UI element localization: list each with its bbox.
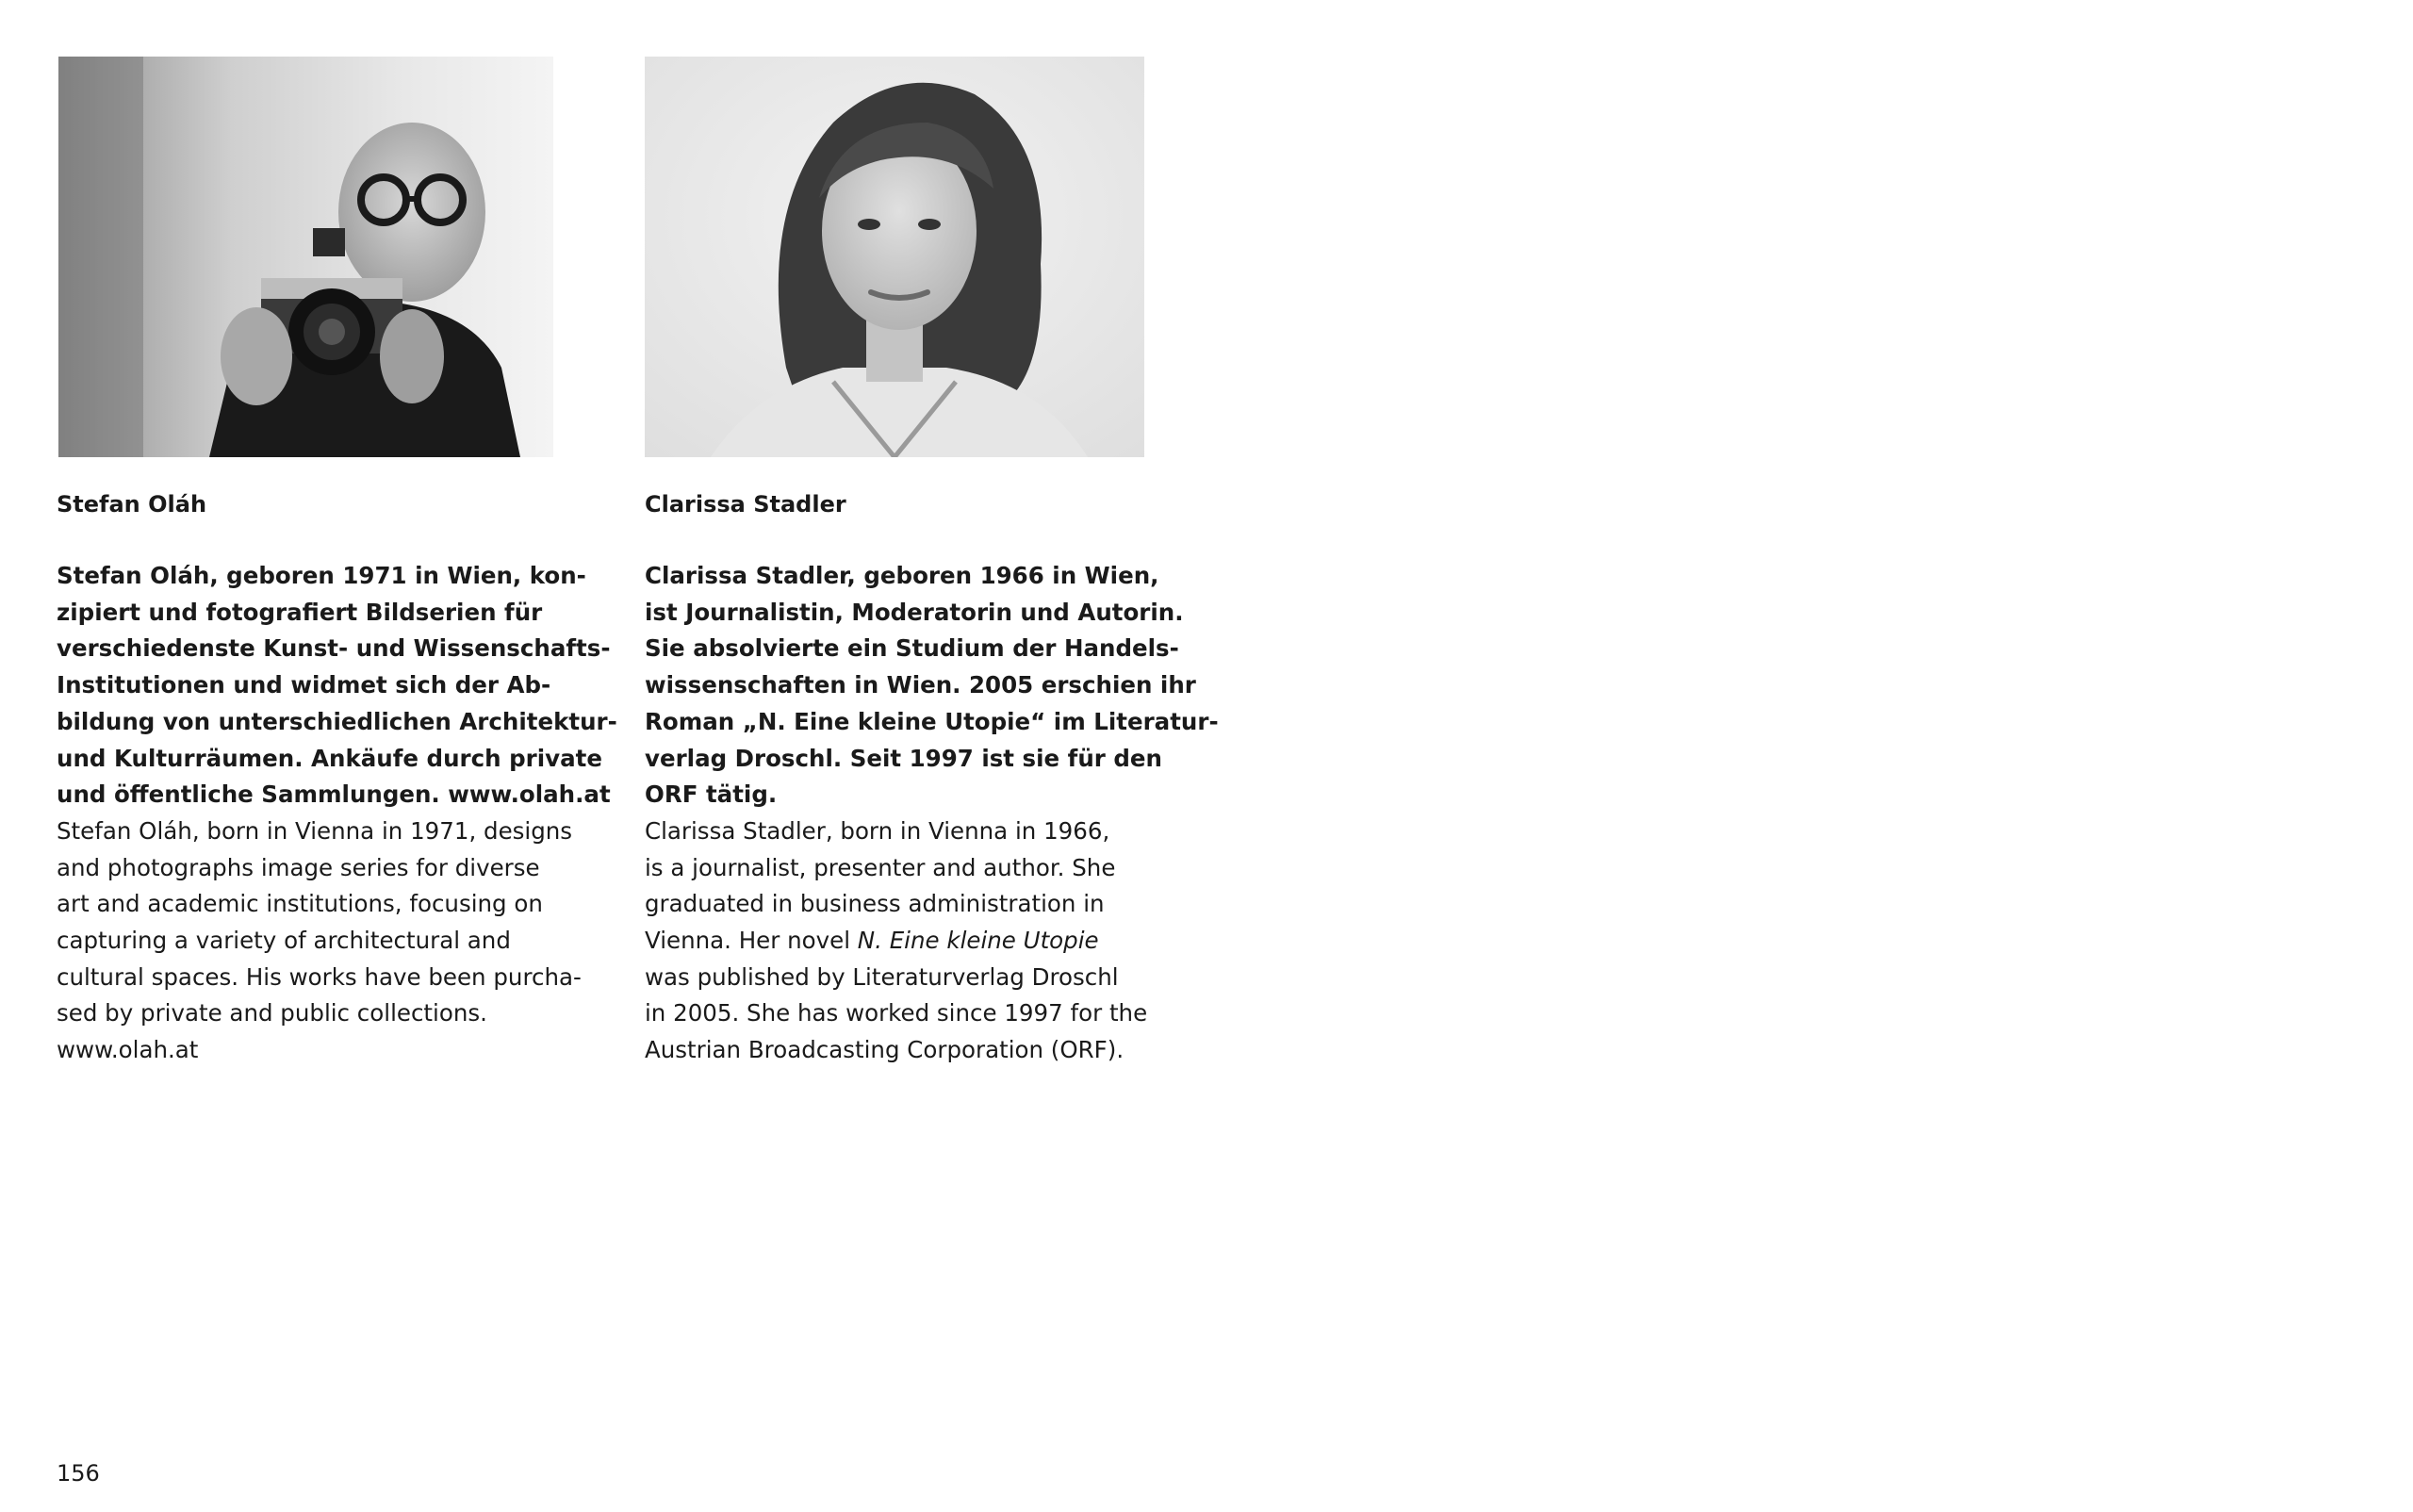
bio-de-line: wissenschaften in Wien. 2005 erschien ihr (645, 671, 1196, 699)
portrait-photo-clarissa-stadler (645, 57, 1144, 457)
bio-de-line: und öffentliche Sammlungen. www.olah.at (57, 781, 611, 809)
bio-de-line: Roman „N. Eine kleine Utopie“ im Literatur- (645, 707, 1219, 735)
bio-de-line: Institutionen und widmet sich der Ab- (57, 671, 551, 699)
bio-en-line: cultural spaces. His works have been purcha- (57, 962, 582, 991)
bio-de-line: und Kulturräumen. Ankäufe durch private (57, 744, 602, 772)
bio-de-line: Sie absolvierte ein Studium der Handels- (645, 634, 1179, 663)
bio-de-line: verlag Droschl. Seit 1997 ist sie für den (645, 744, 1162, 772)
bio-en-line: sed by private and public collections. (57, 999, 487, 1027)
bio-en-line: and photographs image series for diverse (57, 853, 540, 881)
bio-de-line: zipiert und fotografiert Bildserien für (57, 598, 543, 626)
photographer-bio (57, 558, 617, 1069)
bio-en-text: Vienna. Her novel (645, 927, 858, 955)
portrait-stefan-olah (58, 57, 553, 457)
bio-en-line (645, 923, 1219, 960)
novel-title: N. Eine kleine Utopie (857, 927, 1099, 955)
portrait-clarissa-stadler (645, 57, 1144, 457)
bio-de-line: Stefan Oláh, geboren 1971 in Wien, kon- (57, 562, 586, 589)
bio-en-line: is a journalist, presenter and author. She (645, 853, 1116, 881)
bio-en-line: was published by Literaturverlag Droschl (645, 962, 1119, 991)
bio-de-line: verschiedenste Kunst- und Wissenschafts- (57, 634, 611, 663)
bio-en-line: www.olah.at (57, 1036, 199, 1064)
bio-de-line: ist Journalistin, Moderatorin und Autorin. (645, 598, 1184, 626)
bio-en-line: in 2005. She has worked since 1997 for the (645, 999, 1148, 1027)
bio-en-line: Stefan Oláh, born in Vienna in 1971, designs (57, 816, 573, 845)
portrait-photo-stefan-olah (58, 57, 553, 457)
bio-en-line: art and academic institutions, focusing on (57, 890, 543, 918)
bio-de-line: ORF tätig. (645, 781, 778, 809)
bio-en-line: Clarissa Stadler, born in Vienna in 1966, (645, 816, 1110, 845)
photographer-name: Stefan Oláh (57, 491, 207, 518)
bio-en-line: graduated in business administration in (645, 890, 1105, 918)
author-bio (645, 558, 1219, 1069)
bio-de-line: Clarissa Stadler, geboren 1966 in Wien, (645, 562, 1159, 589)
bio-de-line: bildung von unterschiedlichen Architektur- (57, 707, 617, 735)
page-number: 156 (57, 1460, 100, 1487)
author-name: Clarissa Stadler (645, 491, 846, 518)
bio-en-line: capturing a variety of architectural and (57, 927, 511, 955)
bio-en-line: Austrian Broadcasting Corporation (ORF). (645, 1036, 1124, 1064)
